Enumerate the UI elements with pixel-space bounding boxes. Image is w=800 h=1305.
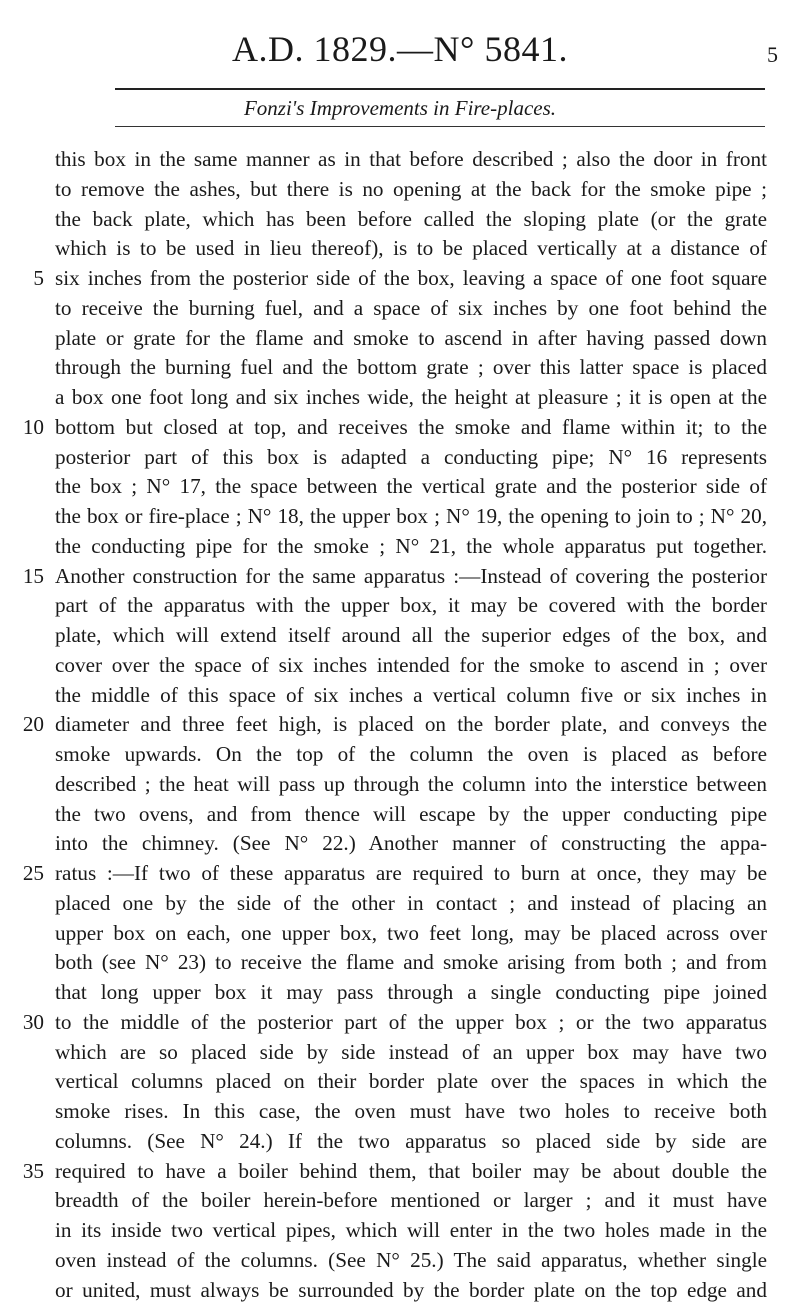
text-line-content: oven instead of the columns. (See N° 25.) The said apparatus, whether single: [55, 1247, 767, 1272]
text-line-content: cover over the space of six inches intended for the smoke to ascend in ; over: [55, 652, 767, 677]
text-line-content: ratus :—If two of these apparatus are required to burn at once, they may be: [55, 861, 767, 885]
text-line-content: into the chimney. (See N° 22.) Another manner of constructing the appa-: [55, 831, 767, 856]
text-line: [55, 590, 767, 620]
text-line: [55, 888, 767, 918]
text-line-content: to the middle of the posterior part of the upper box ; or the two apparatus: [55, 1009, 767, 1034]
text-line: [55, 263, 767, 293]
text-line-content: a box one foot long and six inches wide, the height at pleasure ; it is open at the: [55, 385, 767, 409]
text-line: [55, 977, 767, 1007]
text-line: [55, 174, 767, 204]
line-number: 10: [22, 414, 44, 439]
text-line-content: the conducting pipe for the smoke ; N° 21, the whole apparatus put together.: [55, 533, 767, 558]
text-line: [55, 769, 767, 799]
header-rule: [115, 88, 765, 90]
text-line-content: smoke rises. In this case, the oven must have two holes to receive both: [55, 1099, 767, 1123]
text-line-content: Another construction for the same apparatus :—Instead of covering the posterior: [55, 563, 767, 588]
text-line: [55, 1126, 767, 1156]
text-line-content: smoke upwards. On the top of the column the oven is placed as before: [55, 742, 767, 766]
text-line-content: the back plate, which has been before called the sloping plate (or the grate: [55, 206, 767, 231]
text-line: [55, 828, 767, 858]
text-line: [55, 947, 767, 977]
text-line: [55, 293, 767, 323]
text-line: [55, 204, 767, 234]
text-line: [55, 323, 767, 353]
text-line-content: or united, must always be surrounded by the border plate on the top edge and: [55, 1277, 767, 1302]
text-line-content: columns. (See N° 24.) If the two apparatus so placed side by side are: [55, 1128, 767, 1153]
text-line-content: upper box on each, one upper box, two feet long, may be placed across over: [55, 920, 767, 945]
text-line-content: breadth of the boiler herein-before mentioned or larger ; and it must have: [55, 1188, 767, 1213]
text-line: [55, 620, 767, 650]
text-line: [55, 1215, 767, 1245]
text-line-content: through the burning fuel and the bottom grate ; over this latter space is placed: [55, 355, 767, 380]
text-line: [55, 680, 767, 710]
text-line: [55, 561, 767, 591]
text-line: [55, 1245, 767, 1275]
text-line-content: to remove the ashes, but there is no opening at the back for the smoke pipe ;: [55, 176, 767, 201]
page-number: 5: [767, 42, 778, 67]
text-line-content: six inches from the posterior side of the box, leaving a space of one foot square: [55, 266, 767, 290]
text-line-content: the box ; N° 17, the space between the vertical grate and the posterior side of: [55, 474, 767, 499]
text-line-content: described ; the heat will pass up through the column into the interstice between: [55, 771, 767, 796]
text-line: [55, 858, 767, 888]
text-line: [55, 709, 767, 739]
text-line: [55, 918, 767, 948]
running-head: Fonzi's Improvements in Fire-places.: [243, 96, 557, 120]
text-line-content: required to have a boiler behind them, that boiler may be about double the: [55, 1158, 767, 1183]
text-line: [55, 1096, 767, 1126]
text-line-content: both (see N° 23) to receive the flame and smoke arising from both ; and from: [55, 950, 767, 975]
text-line: [55, 531, 767, 561]
text-line-content: in its inside two vertical pipes, which will enter in the two holes made in the: [55, 1218, 767, 1242]
line-number: 15: [22, 563, 44, 588]
text-line-content: posterior part of this box is adapted a conducting pipe; N° 16 represents: [55, 444, 767, 469]
text-line-content: the two ovens, and from thence will escape by the upper conducting pipe: [55, 801, 767, 826]
text-line: [55, 1275, 767, 1305]
text-line: [55, 144, 767, 174]
text-line: [55, 799, 767, 829]
line-number: 30: [22, 1009, 44, 1034]
text-line: [55, 352, 767, 382]
text-line-content: the box or fire-place ; N° 18, the upper box ; N° 19, the opening to join to ; N° 20,: [55, 504, 767, 528]
text-line-content: vertical columns placed on their border plate over the spaces in which the: [55, 1069, 767, 1094]
text-line: [55, 1066, 767, 1096]
text-line: [55, 233, 767, 263]
text-line-content: plate, which will extend itself around all the superior edges of the box, and: [55, 623, 767, 647]
text-line: [55, 1156, 767, 1186]
text-line-content: bottom but closed at top, and receives the smoke and flame within it; to the: [55, 414, 767, 439]
text-line-content: the middle of this space of six inches a vertical column five or six inches in: [55, 682, 767, 707]
text-line-content: diameter and three feet high, is placed on the border plate, and conveys the: [55, 712, 767, 737]
running-head-rule: [115, 126, 765, 127]
text-line: [55, 650, 767, 680]
page-title: A.D. 1829.—N° 5841.: [232, 29, 568, 69]
line-number: 25: [22, 861, 44, 885]
text-line-content: this box in the same manner as in that before described ; also the door in front: [55, 147, 767, 171]
text-line: [55, 501, 767, 531]
text-line: [55, 739, 767, 769]
line-number: 35: [22, 1158, 44, 1183]
text-line-content: placed one by the side of the other in contact ; and instead of placing an: [55, 890, 767, 915]
text-line: [55, 1185, 767, 1215]
text-line-content: which is to be used in lieu thereof), is to be placed vertically at a distance of: [55, 236, 767, 261]
text-line: [55, 412, 767, 442]
text-line: [55, 1037, 767, 1067]
line-number: 5: [33, 266, 44, 290]
text-line: [55, 382, 767, 412]
text-line-content: which are so placed side by side instead of an upper box may have two: [55, 1039, 767, 1064]
text-line-content: that long upper box it may pass through a single conducting pipe joined: [55, 980, 767, 1004]
text-line-content: part of the apparatus with the upper box, it may be covered with the border: [55, 593, 767, 618]
text-line: [55, 1007, 767, 1037]
text-line: [55, 442, 767, 472]
line-number: 20: [22, 712, 44, 737]
text-line-content: to receive the burning fuel, and a space of six inches by one foot behind the: [55, 295, 767, 320]
text-line-content: plate or grate for the flame and smoke to ascend in after having passed down: [55, 325, 767, 350]
text-line: [55, 471, 767, 501]
